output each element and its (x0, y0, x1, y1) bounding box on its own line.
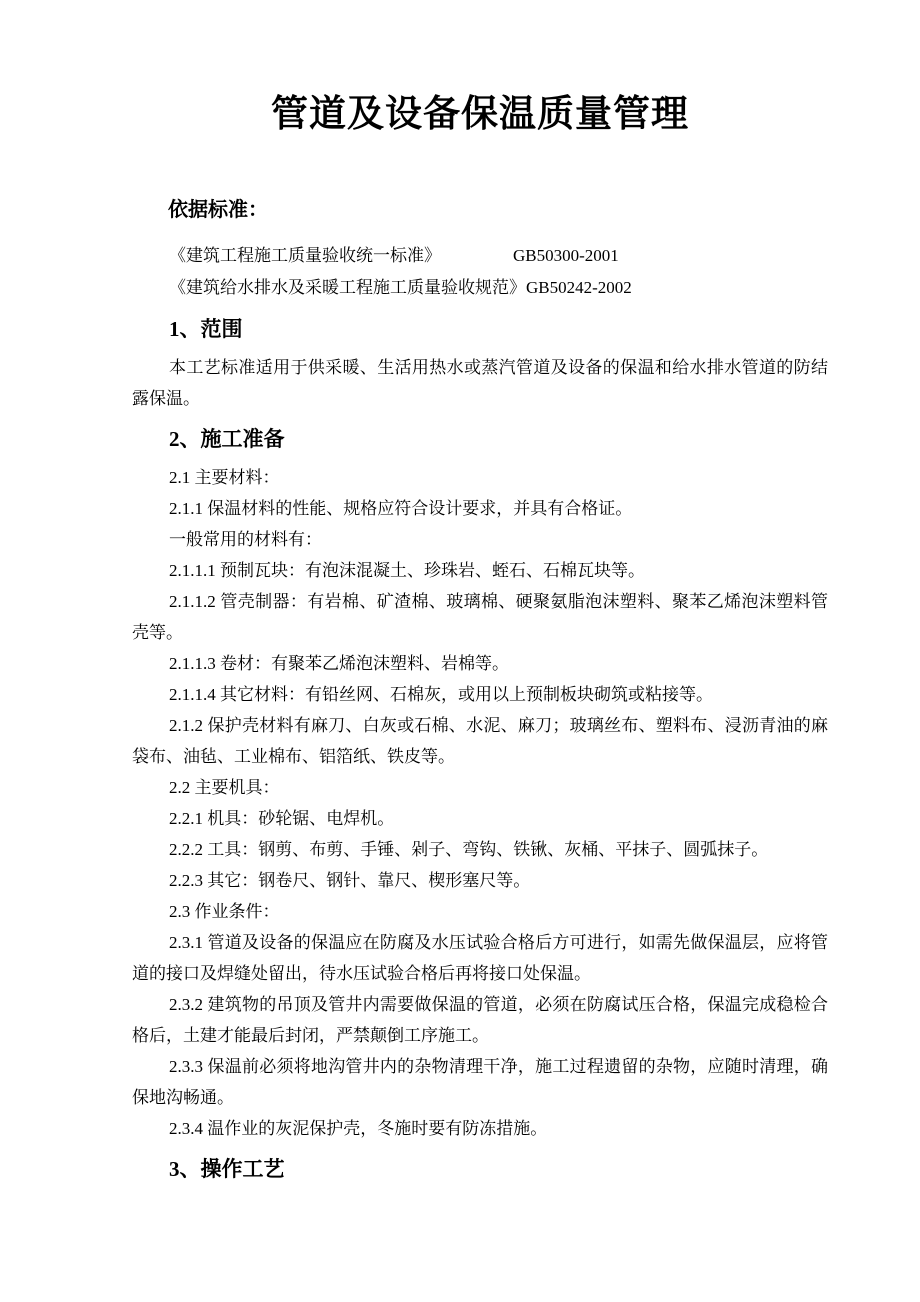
paragraph: 2.3.1 管道及设备的保温应在防腐及水压试验合格后方可进行，如需先做保温层，应将管道的接口及焊缝处留出，待水压试验合格后再将接口处保温。 (132, 933, 828, 983)
paragraph: 2.2 主要机具： (169, 778, 280, 797)
paragraph: 一般常用的材料有： (169, 530, 322, 549)
standards-list (132, 240, 828, 304)
paragraph: 2.1.1.4 其它材料：有铅丝网、石棉灰，或用以上预制板块砌筑或粘接等。 (169, 685, 713, 704)
paragraph: 2.2.1 机具：砂轮锯、电焊机。 (169, 809, 395, 828)
section-heading-scope: 1、范围 (169, 317, 243, 341)
paragraph: 2.3 作业条件： (169, 902, 280, 921)
paragraph: 2.3.4 温作业的灰泥保护壳，冬施时要有防冻措施。 (169, 1119, 548, 1138)
paragraph: 2.2.3 其它：钢卷尺、钢针、靠尺、楔形塞尺等。 (169, 871, 531, 890)
paragraph: 本工艺标准适用于供采暖、生活用热水或蒸汽管道及设备的保温和给水排水管道的防结露保温。 (132, 358, 828, 408)
paragraph: 2.3.2 建筑物的吊顶及管井内需要做保温的管道，必须在防腐试压合格，保温完成稳检合格后，土建才能最后封闭，严禁颠倒工序施工。 (132, 995, 828, 1045)
paragraph: 2.1.1.2 管壳制器：有岩棉、矿渣棉、玻璃棉、硬聚氨脂泡沫塑料、聚苯乙烯泡沫塑料管壳等。 (132, 592, 828, 642)
standard-name: 《建筑给水排水及采暖工程施工质量验收规范》 (169, 278, 526, 297)
standard-code: GB50300-2001 (513, 246, 619, 265)
document-title: 管道及设备保温质量管理 (271, 94, 689, 135)
section-heading-procedure: 3、操作工艺 (169, 1157, 285, 1181)
paragraph: 2.1 主要材料： (169, 468, 280, 487)
standard-reference (132, 240, 828, 272)
standard-code: GB50242-2002 (526, 278, 632, 297)
paragraph: 2.1.2 保护壳材料有麻刀、白灰或石棉、水泥、麻刀；玻璃丝布、塑料布、浸沥青油的麻袋布、油毡、工业棉布、铝箔纸、铁皮等。 (132, 716, 828, 766)
paragraph: 2.3.3 保温前必须将地沟管井内的杂物清理干净，施工过程遗留的杂物，应随时清理，确保地沟畅通。 (132, 1057, 828, 1107)
standard-reference (132, 272, 828, 304)
standards-heading: 依据标准： (168, 199, 268, 221)
section-heading-preparation: 2、施工准备 (169, 427, 285, 451)
paragraph: 2.1.1.3 卷材：有聚苯乙烯泡沫塑料、岩棉等。 (169, 654, 509, 673)
standard-name: 《建筑工程施工质量验收统一标准》 (169, 246, 441, 265)
paragraph: 2.1.1 保温材料的性能、规格应符合设计要求，并具有合格证。 (169, 499, 633, 518)
paragraph: 2.1.1.1 预制瓦块：有泡沫混凝土、珍珠岩、蛭石、石棉瓦块等。 (169, 561, 645, 580)
paragraph: 2.2.2 工具：钢剪、布剪、手锤、剁子、弯钩、铁锹、灰桶、平抹子、圆弧抹子。 (169, 840, 769, 859)
